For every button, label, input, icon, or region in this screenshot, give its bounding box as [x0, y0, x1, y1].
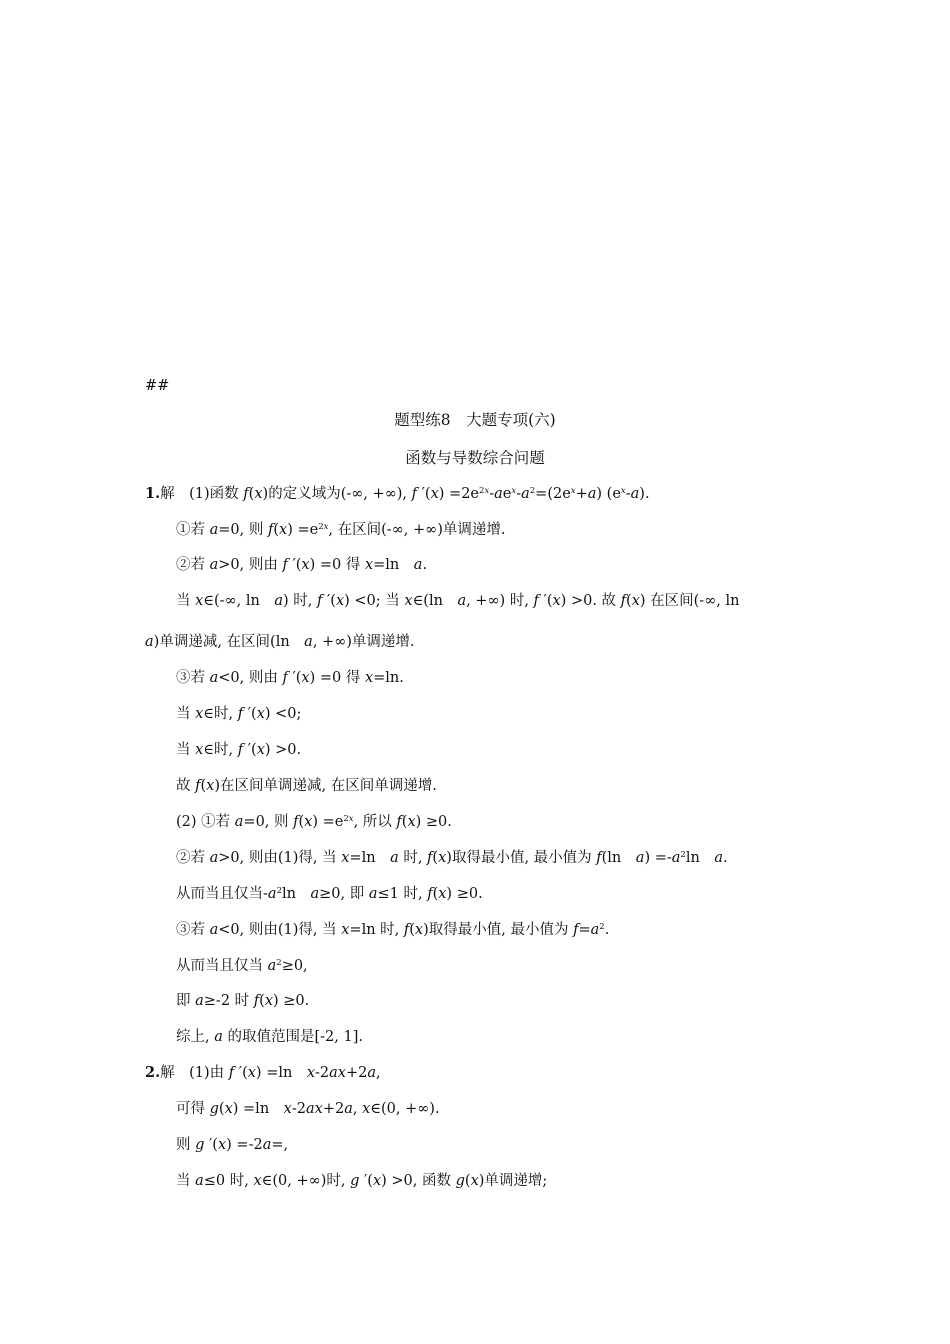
problem-1-case-2-interval: 当 x∈(-∞, ln a) 时, f ′(x) <0; 当 x∈(ln a, +∞) 时, f ′(x) >0. 故 f(x) 在区间(-∞, ln: [176, 593, 740, 609]
problem-1-case-3-interval-b: 当 x∈时, f ′(x) >0.: [176, 742, 302, 758]
problem-1-case-2-continued: a)单调递减, 在区间(ln a, +∞)单调递增.: [145, 634, 415, 650]
problem-2-intro: 2.解 (1)由 f ′(x) =ln x-2ax+2a,: [145, 1064, 381, 1081]
problem-1-intro: 1.解 (1)函数 f(x)的定义域为(-∞, +∞), f $'(x) =2e^{2x}-ae^x-a^2=(2e^x+a)$ $(e^x-a)$.: [145, 485, 650, 502]
problem-1-part-2-case-3: ③若 a<0, 则由(1)得, 当 x=ln 时, f(x)取得最小值, 最小值为 $f=a^2$.: [176, 922, 610, 938]
page-subtitle: 函数与导数综合问题: [405, 449, 545, 467]
page-title: 题型练8 大题专项(六): [394, 411, 556, 429]
page-marker: ##: [145, 378, 170, 394]
problem-1-case-3-interval-a: 当 x∈时, f ′(x) <0;: [176, 706, 302, 722]
problem-1-summary: 综上, a 的取值范围是[-2, 1].: [176, 1029, 363, 1045]
problem-2-line-3: 则 g ′(x) =-2a=,: [176, 1137, 289, 1153]
problem-1-part-2-condition-2: 从而当且仅当 $a^2\ge 0$,: [176, 958, 308, 974]
problem-1-part-2-condition-1: 从而当且仅当$-a^2\ln$ a≥0, 即 a≤1 时, f(x) ≥0.: [176, 886, 483, 902]
problem-1-case-3: ③若 a<0, 则由 f ′(x) =0 得 x=ln.: [176, 670, 404, 686]
problem-1-part-2-case-1: (2) ①若 a=0, 则 $f(x) =e^{2x}$, 所以 f(x) ≥0.: [176, 814, 452, 830]
problem-1-case-2: ②若 a>0, 则由 f ′(x) =0 得 x=ln a.: [176, 557, 428, 573]
problem-2-line-2: 可得 g(x) =ln x-2ax+2a, x∈(0, +∞).: [176, 1101, 440, 1117]
problem-1-case-3-conclusion: 故 f(x)在区间单调递减, 在区间单调递增.: [176, 778, 437, 794]
problem-1-part-2-case-2: ②若 a>0, 则由(1)得, 当 x=ln a 时, f(x)取得最小值, 最小值为 f(ln $a) =-a^2\ln$ a.: [176, 850, 728, 866]
problem-1-part-2-condition-3: 即 a≥-2 时 f(x) ≥0.: [176, 993, 310, 1009]
problem-1-case-1: ①若 a=0, 则 $f(x) =e^{2x}$, 在区间(-∞, +∞)单调递增.: [176, 522, 506, 538]
problem-2-line-4: 当 a≤0 时, x∈(0, +∞)时, g ′(x) >0, 函数 g(x)单调递增;: [176, 1173, 548, 1189]
